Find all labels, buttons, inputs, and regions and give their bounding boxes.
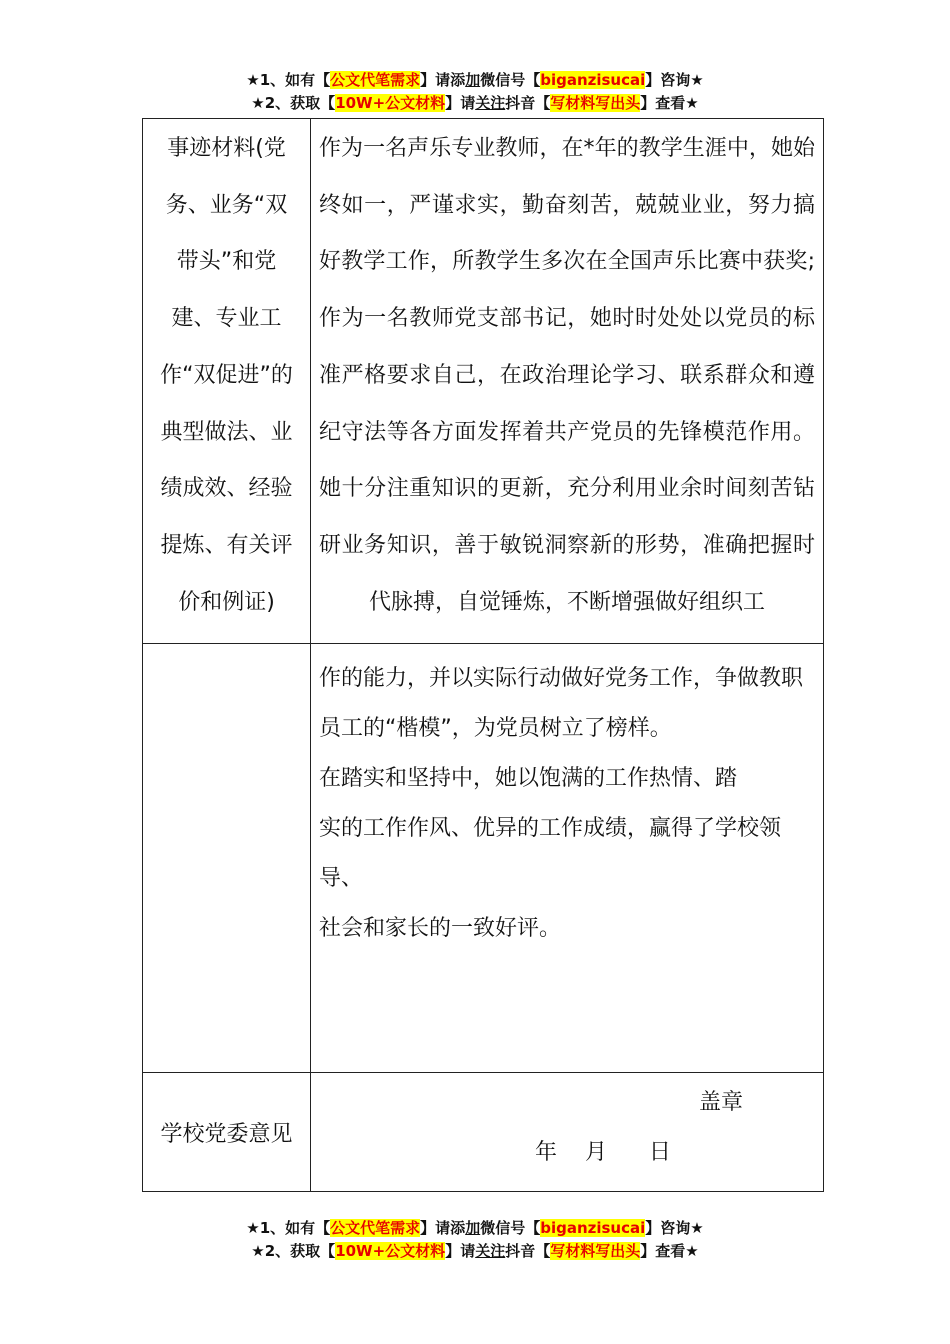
banner-text: 】查看★ [640,94,699,112]
banner-text-underlined: 关注 [475,1242,506,1260]
seal-text: 盖章 [699,1090,744,1115]
banner-text: 】请 [445,1242,476,1260]
date-line: 年 月 日 [535,1140,671,1165]
paragraph: 实的工作作风、优异的工作成绩，赢得了学校领导、 [319,816,782,891]
deeds-content: 作为一名声乐专业教师，在*年的教学生涯中，她始终如一，严谨求实，勤奋刻苦，兢兢业业，努力搞好教学工作，所教学生多次在全国声乐比赛中获奖;作为一名教师党支部书记，她时时处处以党员的标准严格要求自己，在政治理论学习、联系群众和遵纪守法等各方面发挥着共产党员的先锋模范作用。她十分注重知识的更新，充分利用业余时间刻苦钻研业务知识，善于敏锐洞察新的形势，准确把握时代脉搏，自觉锤炼，不断增强做好组织工 [311,119,824,644]
paragraph: 在踏实和坚持中，她以饱满的工作热情、踏 [319,766,738,791]
banner-line-1 [0,1217,950,1240]
banner-highlight-douyin: 写材料写出头 [550,94,641,112]
banner-text: 】请添 [420,1219,466,1237]
banner-text-underlined: 加 [465,71,481,89]
banner-highlight-wechat: biganzisucai [540,71,646,89]
banner-line-2 [0,1240,950,1263]
banner-text: 】咨询★ [645,71,704,89]
banner-text: 微信号【 [480,71,541,89]
banner-text: 抖音【 [505,1242,551,1260]
banner-text: 】查看★ [640,1242,699,1260]
paragraph: 作的能力，并以实际行动做好党务工作，争做教职员工的“楷模”，为党员树立了榜样。 [319,666,804,741]
banner-text: 抖音【 [505,94,551,112]
empty-label-cell [143,644,311,1073]
banner-text: 微信号【 [480,1219,541,1237]
banner-text: 】咨询★ [645,1219,704,1237]
banner-text: ★1、如有【 [246,71,331,89]
table-row-deeds-continued [143,644,824,1073]
paragraph: 社会和家长的一致好评。 [319,916,562,941]
header-banner [0,69,950,115]
banner-text: ★2、获取【 [251,94,336,112]
form-table [142,118,824,1192]
deeds-label: 事迹材料(党务、业务“双带头”和党建、专业工作“双促进”的典型做法、业绩成效、经验提炼、有关评价和例证) [143,119,311,644]
opinion-cell [311,1073,824,1192]
party-committee-opinion-label: 学校党委意见 [143,1073,311,1192]
banner-text: ★2、获取【 [251,1242,336,1260]
banner-text-underlined: 加 [465,1219,481,1237]
banner-highlight-wechat: biganzisucai [540,1219,646,1237]
banner-highlight-douyin: 写材料写出头 [550,1242,641,1260]
banner-text: ★1、如有【 [246,1219,331,1237]
table-row-deeds [143,119,824,644]
banner-text-underlined: 关注 [475,94,506,112]
banner-text: 】请 [445,94,476,112]
banner-highlight: 10W+公文材料 [335,1242,446,1260]
banner-highlight: 公文代笔需求 [330,71,421,89]
footer-banner [0,1217,950,1263]
table-row-opinion [143,1073,824,1192]
banner-text: 】请添 [420,71,466,89]
banner-line-1 [0,69,950,92]
banner-highlight: 10W+公文材料 [335,94,446,112]
banner-highlight: 公文代笔需求 [330,1219,421,1237]
deeds-content-continued [311,644,824,1073]
banner-line-2 [0,92,950,115]
